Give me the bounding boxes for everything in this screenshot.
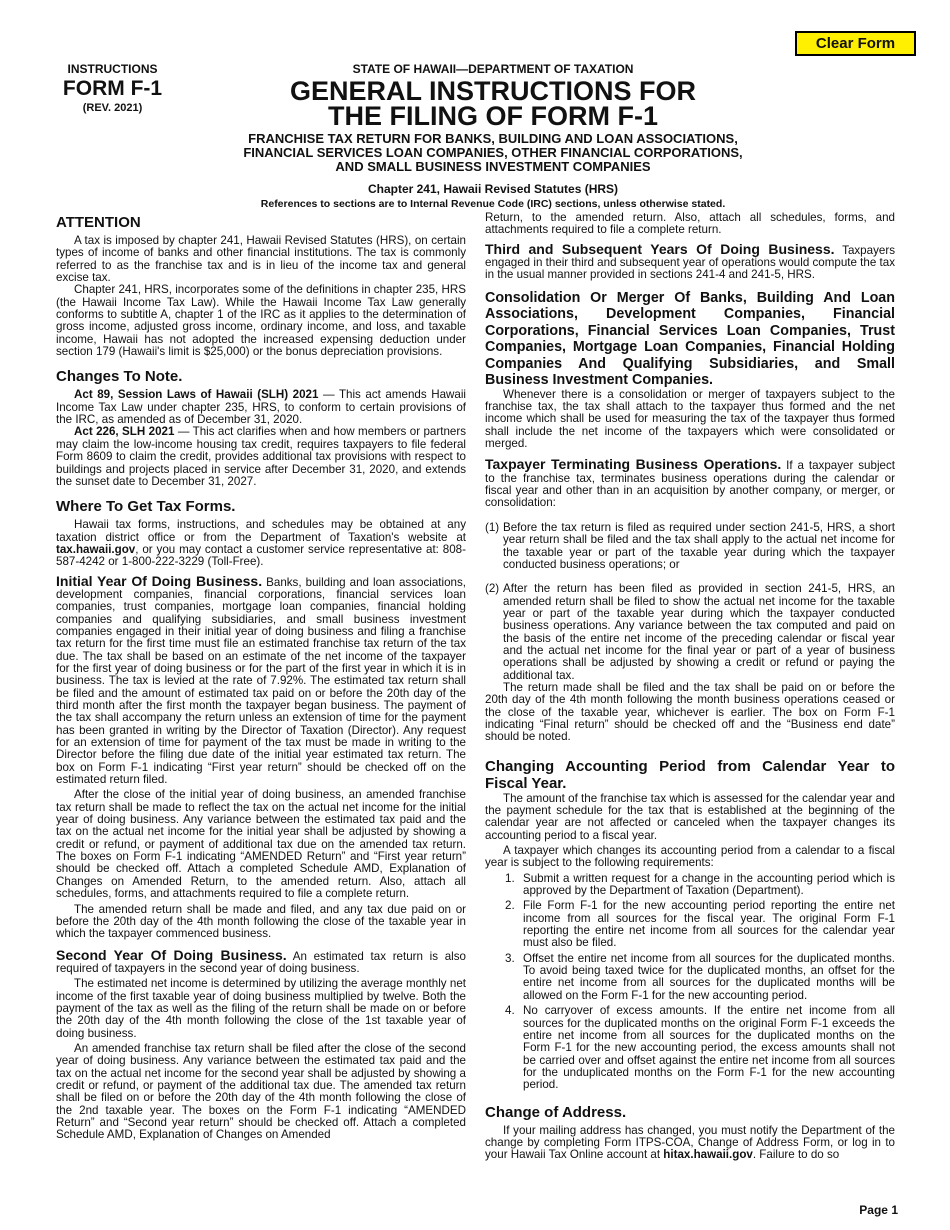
paragraph: A tax is imposed by chapter 241, Hawaii Revised Statutes (HRS), on certain types of income of banks and other financial institutions. The tax is commonly referred to as the franchise tax and is in lieu of the income tax and general excise tax. (56, 234, 466, 285)
chapter-reference: Chapter 241, Hawaii Revised Statutes (HRS) (367, 182, 619, 196)
initial-year-heading: Initial Year Of Doing Business. (56, 572, 263, 589)
paragraph: Act 89, Session Laws of Hawaii (SLH) 2021 — This act amends Hawaii Income Tax Law under chapter 235, HRS, to conform to certain provisions of the IRC, as amended as of December 31, 2020. (56, 388, 466, 427)
right-column (485, 212, 895, 1162)
list-item: (1) Before the tax return is filed as required under section 241-5, HRS, a short year return shall be filed and the tax shall apply to the actual net income for the taxable year or part of the taxable year during which the taxpayer conducted business operations; or (485, 520, 895, 571)
paragraph: The amended return shall be made and filed, and any tax due paid on or before the 20th day of the 4th month following the close of the taxable year in which the taxpayer commenced business. (56, 902, 466, 941)
where-heading: Where To Get Tax Forms. (56, 498, 236, 516)
revision: (REV. 2021) (82, 102, 143, 114)
paragraph: Initial Year Of Doing Business. Banks, building and loan associations, development companies, financial corporations, financial services loan companies, trust companies, mortgage loan companies, financial holding companies and qualifying subsidiaries, and small business investment companies engaged in their initial year of doing business and filing a franchise tax return for the first time must file an estimated franchise tax return of the tax due. The tax shall be based on an estimate of the net income of the taxpayer for the first year of doing business or for the part of the first year in which it is in business. The tax is levied at the rate of 7.92%. The estimated tax return shall be filed and the amount of estimated tax paid on or before the 20th day of the third month after the first month the taxpayer began business. The payment of the tax shall accompany the return unless an extension of time for the payment has been granted in writing by the Director of Taxation (Director). Any request for an extension of time for payment of the tax must be made in writing to the Director before the filing due date of the initial year estimated tax return. The box on Form F-1 indicating “First year return” should be checked off on the estimated return filed. (56, 572, 466, 787)
list-item: 4. No carryover of excess amounts. If the entire net income from all sources for the duplicated months on the original Form F-1 exceeds the entire net income from all sources for the duplicated months on the Form F-1 for the new accounting period, the excess amounts shall not be carried over and offset against the entire net income from all sources for the unduplicated months on the Form F-1 for the new accounting period. (505, 1004, 895, 1092)
paragraph: Second Year Of Doing Business. An estimated tax return is also required of taxpayers in the second year of doing business. (56, 946, 466, 975)
title-line-1: GENERAL INSTRUCTIONS FOR (289, 76, 696, 106)
list-item: 1. Submit a written request for a change in the accounting period which is approved by the Department of Taxation (Department). (505, 871, 895, 898)
consolidation-heading: Consolidation Or Merger Of Banks, Building And Loan Associations, Development Companies, Financial Corporations, Financial Services Loan Companies, Trust Companies, Mortgage Loan Companies, Financial Holding Companies And Qualifying Subsidiaries, and Small Business Investment Companies. (485, 289, 895, 389)
paragraph: An amended franchise tax return shall be filed after the close of the second year of doing business. Any variance between the estimated tax paid and the tax on the actual net income for the second year shall be adjusted by showing a credit or refund, or payment of the additional tax due. The amended tax return shall be filed on or before the 20th day of the 4th month following the close of the 2nd taxable year. The boxes on the Form F-1 indicating “AMENDED Return” and “Second year return” should be checked off. Attach a completed Schedule AMD, Explanation of Changes on Amended (56, 1041, 466, 1142)
title-line-2: THE FILING OF FORM F-1 (328, 101, 658, 131)
paragraph: Act 226, SLH 2021 — This act clarifies when and how members or partners may claim the low-income housing tax credit, requires taxpayers to file federal Form 8609 to claim the credit, provides additional tax provisions with respect to buildings and projects placed in service after December 31, 2020, and extends the sunset date to December 31, 2027. (56, 425, 466, 488)
paragraph: Taxpayer Terminating Business Operations. If a taxpayer subject to the franchise tax, terminates business operations during the calendar or fiscal year and other than in an acquisition by another company, or merger, or consolidation: (485, 456, 895, 510)
attention-heading: ATTENTION (56, 214, 141, 231)
form-number: FORM F-1 (62, 77, 163, 100)
subtitle-line-1: FRANCHISE TAX RETURN FOR BANKS, BUILDING AND LOAN ASSOCIATIONS, (248, 131, 738, 146)
clear-form-button[interactable]: Clear Form (795, 31, 916, 56)
paragraph: After the close of the initial year of doing business, an amended franchise tax return shall be made to reflect the tax on the actual net income for the initial year of doing business. Any variance between the estimated tax paid and the tax on the actual net income for the initial year shall be adjusted by showing a credit or refund, or payment of additional tax due on the amended tax return. The boxes on Form F-1 indicating “AMENDED Return” and “First year return” should be checked off. Attach a completed Schedule AMD, Explanation of Changes on Amended Return, to the amended return. Also, attach all schedules, forms, and attachments required to file a complete return. (56, 788, 466, 901)
left-column (56, 212, 466, 1142)
subtitle-line-2: FINANCIAL SERVICES LOAN COMPANIES, OTHER FINANCIAL CORPORATIONS, (243, 145, 743, 160)
accounting-period-heading: Changing Accounting Period from Calendar Year to Fiscal Year. (485, 757, 895, 792)
paragraph: Chapter 241, HRS, incorporates some of the definitions in chapter 235, HRS (the Hawaii Income Tax Law). While the Hawaii Income Tax Law generally conforms to subtitle A, chapter 1 of the IRC as it applies to the determination of gross income, adjusted gross income, ordinary income, and loss, and taxable income, Hawaii has not adopted the increased expensing deduction under section 179 (Hawaii's limit is $25,000) or the bonus depreciation provisions. (56, 283, 466, 359)
second-year-heading: Second Year Of Doing Business. (56, 946, 287, 963)
list-item: (2) After the return has been filed as provided in section 241-5, HRS, an amended return shall be filed to show the actual net income for the taxable year or part of the taxable year during which the taxpayer conducted business operations. Any variance between the tax computed and paid on the basis of the entire net income of the preceding calendar or fiscal year and the actual net income for the final year or part of a year of business operations shall be adjusted by showing a credit or refund or paying the additional tax. (485, 582, 895, 682)
document-header (190, 62, 796, 210)
paragraph: Return, to the amended return. Also, attach all schedules, forms, and attachments required to file a complete return. (485, 211, 895, 237)
paragraph: The amount of the franchise tax which is assessed for the calendar year and the payment schedule for the tax that is established at the beginning of the calendar year are not affected or canceled when the taxpayer changes its accounting period to a fiscal year. (485, 791, 895, 842)
paragraph: Whenever there is a consolidation or merger of taxpayers subject to the franchise tax, the tax shall attach to the taxpayer thus formed and the net income which shall be used for measuring the tax of the taxpayer thus formed shall include the net income of the taxpayers which were consolidated or merged. (485, 387, 895, 451)
hitax-link[interactable]: hitax.hawaii.gov (663, 1148, 753, 1162)
irc-reference-note: References to sections are to Internal Revenue Code (IRC) sections, unless otherwise stated. (260, 198, 726, 210)
instructions-label: INSTRUCTIONS (67, 62, 158, 76)
website-link[interactable]: tax.hawaii.gov (56, 542, 136, 556)
act-89-label: Act 89, Session Laws of Hawaii (SLH) 2021 (74, 388, 319, 402)
paragraph: The return made shall be filed and the tax shall be paid on or before the 20th day of the 4th month following the month business operations ceased or the close of the taxable year, whichever is earlier. The box on Form F-1 indicating “Final return” should be checked off and the “Business end date” should be noted. (485, 680, 895, 744)
agency-name: STATE OF HAWAII—DEPARTMENT OF TAXATION (352, 62, 634, 76)
change-address-heading: Change of Address. (485, 1103, 627, 1121)
terminating-heading: Taxpayer Terminating Business Operations. (485, 456, 782, 473)
requirements-list (485, 873, 895, 1092)
subtitle-line-3: AND SMALL BUSINESS INVESTMENT COMPANIES (335, 159, 651, 174)
paragraph: Third and Subsequent Years Of Doing Business. Taxpayers engaged in their third and subsequent year of operations would compute the tax in the usual manner provided in sections 241-4 and 241-5, HRS. (485, 240, 895, 282)
list-item: 3. Offset the entire net income from all sources for the duplicated months. To avoid being taxed twice for the duplicated months, an offset for the entire net income from all sources for the duplicated months will be allowed on the Form F-1 for the new accounting period. (505, 951, 895, 1002)
paragraph: A taxpayer which changes its accounting period from a calendar to a fiscal year is subject to the following requirements: (485, 844, 895, 870)
paragraph: If your mailing address has changed, you must notify the Department of the change by completing Form ITPS-COA, Change of Address Form, or log in to your Hawaii Tax Online account at hitax.hawaii.gov. Failure to do so (485, 1123, 895, 1162)
changes-heading: Changes To Note. (56, 368, 183, 386)
paragraph: Hawaii tax forms, instructions, and schedules may be obtained at any taxation district office or from the Department of Taxation's website at tax.hawaii.gov, or you may contact a customer service representative at: 808-587-4242 or 1-800-222-3229 (Toll-Free). (56, 518, 466, 569)
third-year-heading: Third and Subsequent Years Of Doing Business. (485, 240, 835, 257)
form-id-block (55, 62, 170, 114)
list-item: 2. File Form F-1 for the new accounting period reporting the entire net income from all sources for the fiscal year. The original Form F-1 reporting the entire net income from all sources for the calendar year must also be filed. (505, 899, 895, 950)
act-226-label: Act 226, SLH 2021 (74, 425, 175, 439)
page-number: Page 1 (859, 1203, 898, 1217)
paragraph: The estimated net income is determined by utilizing the average monthly net income of the first taxable year of doing business multiplied by twelve. Both the payment of the tax as well as the filing of the return shall be made on or before the 20th day of the 4th month following the close of the 1st taxable year of doing business. (56, 977, 466, 1040)
